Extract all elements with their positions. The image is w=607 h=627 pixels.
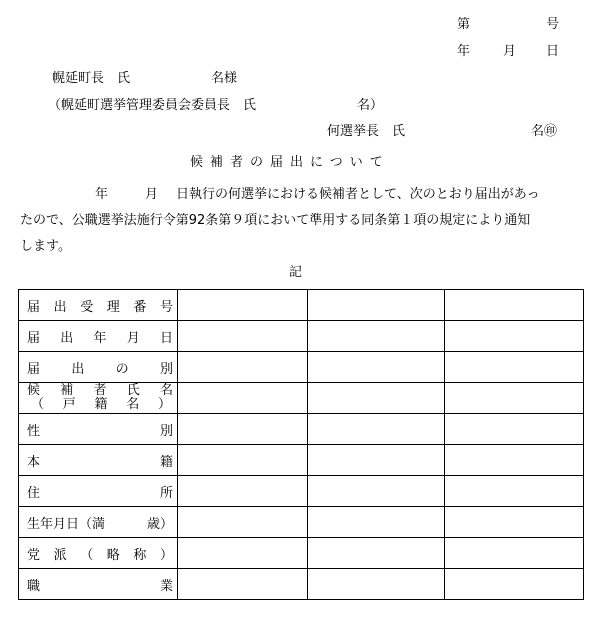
candidate-cell-2[interactable] — [308, 383, 445, 414]
row-label-char: 出 — [53, 299, 67, 315]
candidate-cell-1[interactable] — [178, 569, 308, 600]
row-label-char: 称 — [133, 547, 147, 563]
table-row — [19, 383, 584, 414]
body-line-3: します。 — [20, 239, 71, 254]
row-label-char: 受 — [80, 299, 94, 315]
candidate-cell-3[interactable] — [445, 507, 584, 538]
row-label-char: 者 — [93, 383, 107, 398]
row-label-char: 番 — [133, 299, 147, 315]
row-label-sub-char: 籍 — [94, 397, 108, 412]
row-label-char: 届 — [27, 361, 41, 377]
table-row — [19, 352, 584, 383]
row-label — [19, 569, 178, 600]
row-label-char: 理 — [106, 299, 120, 315]
body-line-1-text: 日執行の何選挙における候補者として、次のとおり届出があっ — [176, 187, 540, 202]
document-number-label: 第 — [457, 17, 471, 32]
candidate-cell-2[interactable] — [308, 538, 445, 569]
row-label-char: の — [115, 361, 129, 377]
row-label — [19, 352, 178, 383]
row-label-char: 届 — [27, 299, 41, 315]
addressee-line1-prefix: 幌延町長 氏 — [52, 71, 131, 86]
candidate-cell-2[interactable] — [308, 445, 445, 476]
candidate-cell-3[interactable] — [445, 445, 584, 476]
candidate-cell-2[interactable] — [308, 507, 445, 538]
candidate-cell-2[interactable] — [308, 321, 445, 352]
row-label — [19, 445, 178, 476]
table-row — [19, 414, 584, 445]
body-paragraph — [20, 182, 590, 260]
row-label-char: 性 — [27, 423, 41, 439]
date-month-label: 月 — [503, 44, 517, 59]
candidate-cell-2[interactable] — [308, 352, 445, 383]
addressee-line2-prefix: （幌延町選挙管理委員会委員長 氏 — [48, 98, 257, 113]
candidate-cell-2[interactable] — [308, 476, 445, 507]
row-label-sub-char: ） — [157, 397, 171, 412]
row-label-char: 生年月日（満 — [27, 516, 106, 532]
row-label-char: 出 — [60, 330, 74, 346]
candidate-cell-2[interactable] — [308, 290, 445, 321]
row-label-char: 業 — [159, 578, 173, 594]
addressee-line2-suffix: 名） — [357, 98, 384, 113]
row-label-char: 歳） — [146, 516, 173, 532]
candidate-cell-3[interactable] — [445, 290, 584, 321]
addressee-line1-suffix: 名様 — [211, 71, 238, 86]
row-label-char: 住 — [27, 485, 41, 501]
row-label-char: 別 — [159, 423, 173, 439]
candidate-cell-3[interactable] — [445, 476, 584, 507]
row-label-char: （ — [80, 547, 94, 563]
table-row — [19, 476, 584, 507]
candidate-cell-1[interactable] — [178, 321, 308, 352]
date-year-label: 年 — [457, 44, 471, 59]
document-number-suffix: 号 — [546, 17, 560, 32]
date-day-label: 日 — [546, 44, 560, 59]
candidate-cell-1[interactable] — [178, 414, 308, 445]
ki-label: 記 — [289, 265, 303, 280]
row-label — [19, 321, 178, 352]
candidate-cell-2[interactable] — [308, 414, 445, 445]
row-label-char: 号 — [159, 299, 173, 315]
row-label-sub-char: （ — [31, 397, 45, 412]
row-label — [19, 414, 178, 445]
sender-prefix: 何選挙長 氏 — [327, 124, 406, 139]
table-row — [19, 290, 584, 321]
document-title: 候補者の届出について — [190, 155, 390, 170]
candidate-cell-3[interactable] — [445, 383, 584, 414]
candidate-cell-3[interactable] — [445, 569, 584, 600]
body-month: 月 — [145, 187, 159, 202]
candidate-cell-1[interactable] — [178, 445, 308, 476]
row-label-char: 名 — [159, 383, 173, 398]
candidate-cell-1[interactable] — [178, 507, 308, 538]
candidate-cell-1[interactable] — [178, 476, 308, 507]
row-label-char: 年 — [93, 330, 107, 346]
row-label-char: 日 — [159, 330, 173, 346]
row-label-char: 派 — [53, 547, 67, 563]
row-label-char: 党 — [27, 547, 41, 563]
row-label-char: ） — [159, 547, 173, 563]
row-label — [19, 507, 178, 538]
row-label-char: 候 — [27, 383, 41, 398]
candidate-cell-3[interactable] — [445, 352, 584, 383]
candidate-cell-3[interactable] — [445, 321, 584, 352]
row-label — [19, 538, 178, 569]
row-label-char: 籍 — [159, 454, 173, 470]
row-label-sub-char: 名 — [126, 397, 140, 412]
row-label-char: 氏 — [126, 383, 140, 398]
table-row — [19, 507, 584, 538]
body-line-2: たので、公職選挙法施行令第92条第９項において準用する同条第１項の規定により通知 — [20, 213, 531, 228]
row-label-sub-char: 戸 — [62, 397, 76, 412]
table-row — [19, 445, 584, 476]
row-label-char: 本 — [27, 454, 41, 470]
body-year: 年 — [95, 187, 109, 202]
candidate-cell-1[interactable] — [178, 352, 308, 383]
table-row — [19, 321, 584, 352]
row-label-char: 月 — [126, 330, 140, 346]
row-label — [19, 476, 178, 507]
candidate-cell-1[interactable] — [178, 383, 308, 414]
row-label-char: 別 — [159, 361, 173, 377]
candidate-cell-2[interactable] — [308, 569, 445, 600]
sender-suffix-seal: 名㊞ — [531, 124, 558, 139]
body-line-1 — [20, 182, 590, 208]
row-label-char: 職 — [27, 578, 41, 594]
candidate-cell-1[interactable] — [178, 538, 308, 569]
table-row — [19, 569, 584, 600]
candidate-cell-1[interactable] — [178, 290, 308, 321]
candidate-cell-3[interactable] — [445, 538, 584, 569]
candidate-cell-3[interactable] — [445, 414, 584, 445]
row-label-char: 略 — [106, 547, 120, 563]
row-label-char: 所 — [159, 485, 173, 501]
notification-table — [18, 289, 584, 600]
row-label — [19, 383, 178, 414]
table-row — [19, 538, 584, 569]
row-label-char: 補 — [60, 383, 74, 398]
row-label-char: 出 — [71, 361, 85, 377]
row-label — [19, 290, 178, 321]
row-label-char: 届 — [27, 330, 41, 346]
